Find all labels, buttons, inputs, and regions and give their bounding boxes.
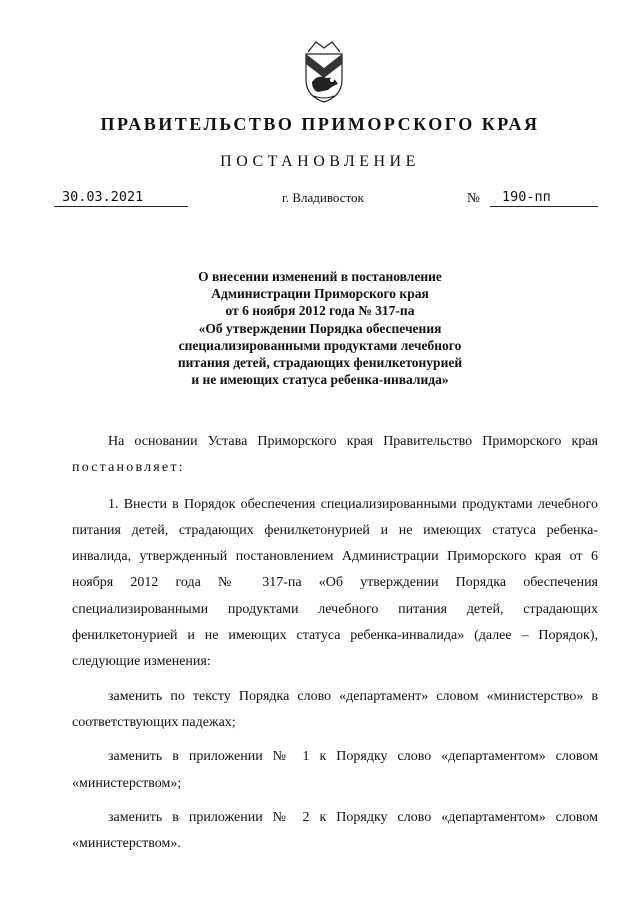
government-name: ПРАВИТЕЛЬСТВО ПРИМОРСКОГО КРАЯ <box>100 114 540 134</box>
title-line: и не имеющих статуса ребенка-инвалида» <box>191 372 449 388</box>
number-sign: № <box>467 190 480 205</box>
title-line: от 6 ноября 2012 года № 317-па <box>225 303 415 319</box>
decree-city: г. Владивосток <box>282 190 364 205</box>
change-2-paragraph: заменить в приложении № 1 к Порядку слово «департаментом» словом «министерством»; <box>72 749 598 791</box>
title-line: специализированными продуктами лечебного <box>178 337 462 353</box>
change-1-paragraph: заменить по тексту Порядка слово «департамент» словом «министерство» в соответствующих падежах; <box>72 688 598 730</box>
intro-paragraph <box>72 429 598 482</box>
decree-number: 190-пп <box>490 189 598 207</box>
decree-date: 30.03.2021 <box>54 189 188 207</box>
title-line: О внесении изменений в постановление <box>198 269 442 284</box>
decree-title <box>0 268 640 388</box>
title-line: «Об утверждении Порядка обеспечения <box>198 320 442 336</box>
change-3-paragraph: заменить в приложении № 2 к Порядку слово «департаментом» словом «министерством». <box>72 809 598 852</box>
decree-body <box>72 429 598 857</box>
coat-of-arms-icon <box>298 38 350 104</box>
item-1-paragraph: 1. Внести в Порядок обеспечения специализированными продуктами лечебного питания детей, страдающих фенилкетонурией и не имеющих статуса ребенка-инвалида, утвержденный постановлением Администрации Приморского края от 6 ноября 2012 года № 317-па «Об утверждении Порядка обеспечения специализированными продуктами лечебного питания детей, страдающих фенилкетонурией и не имеющих статуса ребенка-инвалида» (далее – Порядок), следующие изменения: <box>72 496 598 670</box>
intro-resolves: постановляет: <box>72 460 185 476</box>
document-type: ПОСТАНОВЛЕНИЕ <box>220 153 420 170</box>
title-line: Администрации Приморского края <box>211 286 429 302</box>
intro-text: На основании Устава Приморского края Правительство Приморского края <box>108 434 598 449</box>
title-line: питания детей, страдающих фенилкетонурией <box>177 355 463 371</box>
